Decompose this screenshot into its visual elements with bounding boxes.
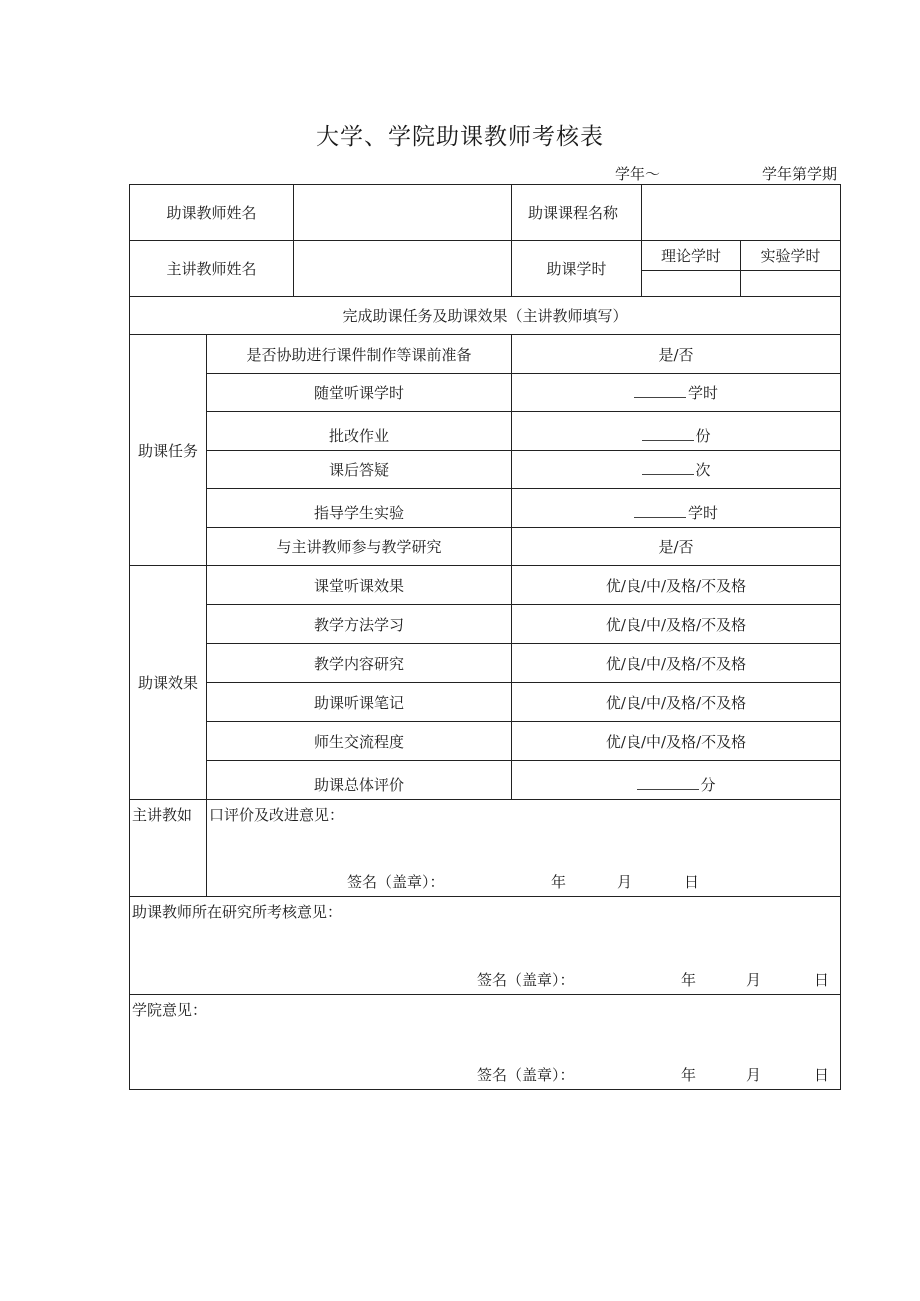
lab-hours-field[interactable] xyxy=(741,271,841,297)
institute-comment-prompt: 助课教师所在研究所考核意见： xyxy=(132,903,343,921)
section-title: 完成助课任务及助课效果（主讲教师填写） xyxy=(130,297,841,335)
effect-value[interactable]: 优/良/中/及格/不及格 xyxy=(512,566,841,605)
academic-year-label: 学年～ xyxy=(615,165,661,183)
effect-label: 师生交流程度 xyxy=(207,722,512,761)
task-value[interactable]: 是/否 xyxy=(512,528,841,566)
evaluation-table xyxy=(129,184,841,1090)
college-comment-area[interactable] xyxy=(130,995,841,1090)
lecturer-name-label: 主讲教师姓名 xyxy=(130,241,294,297)
effect-label: 助课总体评价 xyxy=(207,761,512,800)
theory-hours-label: 理论学时 xyxy=(642,241,741,271)
course-name-field[interactable] xyxy=(642,185,841,241)
effects-group-label: 助课效果 xyxy=(130,566,207,800)
effect-value[interactable]: 优/良/中/及格/不及格 xyxy=(512,644,841,683)
college-comment-prompt: 学院意见： xyxy=(132,1001,208,1019)
lecturer-comment-label: 主讲教如 xyxy=(130,800,207,897)
lecturer-comment-area[interactable] xyxy=(207,800,841,897)
effect-value[interactable]: 优/良/中/及格/不及格 xyxy=(512,722,841,761)
effect-label: 助课听课笔记 xyxy=(207,683,512,722)
task-value[interactable] xyxy=(512,451,841,489)
signature-label: 签名（盖章）： xyxy=(477,1066,575,1084)
course-name-label: 助课课程名称 xyxy=(512,185,642,241)
task-value[interactable] xyxy=(512,489,841,528)
effect-unit: 分 xyxy=(700,776,716,794)
form-title: 大学、学院助课教师考核表 xyxy=(316,124,604,150)
task-label: 批改作业 xyxy=(207,412,512,451)
theory-hours-field[interactable] xyxy=(642,271,741,297)
task-label: 是否协助进行课件制作等课前准备 xyxy=(207,335,512,374)
month-label: 月 xyxy=(617,873,633,891)
hours-label: 助课学时 xyxy=(512,241,642,297)
assistant-name-field[interactable] xyxy=(294,185,512,241)
assistant-name-label: 助课教师姓名 xyxy=(130,185,294,241)
tasks-group-label: 助课任务 xyxy=(130,335,207,566)
signature-label: 签名（盖章）： xyxy=(477,971,575,989)
task-value[interactable] xyxy=(512,412,841,451)
fill-blank[interactable] xyxy=(634,503,686,518)
task-unit: 份 xyxy=(695,427,711,445)
lecturer-comment-prompt: 口评价及改进意见： xyxy=(209,806,345,824)
task-value[interactable] xyxy=(512,374,841,412)
institute-comment-area[interactable] xyxy=(130,897,841,995)
task-label: 与主讲教师参与教学研究 xyxy=(207,528,512,566)
month-label: 月 xyxy=(746,1066,762,1084)
effect-value[interactable] xyxy=(512,761,841,800)
task-unit: 次 xyxy=(695,461,711,479)
day-label: 日 xyxy=(684,873,700,891)
task-label: 指导学生实验 xyxy=(207,489,512,528)
fill-blank[interactable] xyxy=(637,775,699,790)
fill-blank[interactable] xyxy=(642,426,694,441)
year-label: 年 xyxy=(551,873,567,891)
day-label: 日 xyxy=(814,971,830,989)
fill-blank[interactable] xyxy=(642,460,694,475)
month-label: 月 xyxy=(746,971,762,989)
year-label: 年 xyxy=(681,1066,697,1084)
task-label: 课后答疑 xyxy=(207,451,512,489)
semester-label: 学年第学期 xyxy=(762,165,838,183)
fill-blank[interactable] xyxy=(634,383,686,398)
lecturer-name-field[interactable] xyxy=(294,241,512,297)
effect-value[interactable]: 优/良/中/及格/不及格 xyxy=(512,605,841,644)
lab-hours-label: 实验学时 xyxy=(741,241,841,271)
effect-label: 课堂听课效果 xyxy=(207,566,512,605)
task-value[interactable]: 是/否 xyxy=(512,335,841,374)
year-label: 年 xyxy=(681,971,697,989)
task-unit: 学时 xyxy=(688,504,719,522)
task-unit: 学时 xyxy=(688,384,719,402)
effect-label: 教学方法学习 xyxy=(207,605,512,644)
day-label: 日 xyxy=(814,1066,830,1084)
effect-value[interactable]: 优/良/中/及格/不及格 xyxy=(512,683,841,722)
effect-label: 教学内容研究 xyxy=(207,644,512,683)
signature-label: 签名（盖章）： xyxy=(347,873,445,891)
task-label: 随堂听课学时 xyxy=(207,374,512,412)
